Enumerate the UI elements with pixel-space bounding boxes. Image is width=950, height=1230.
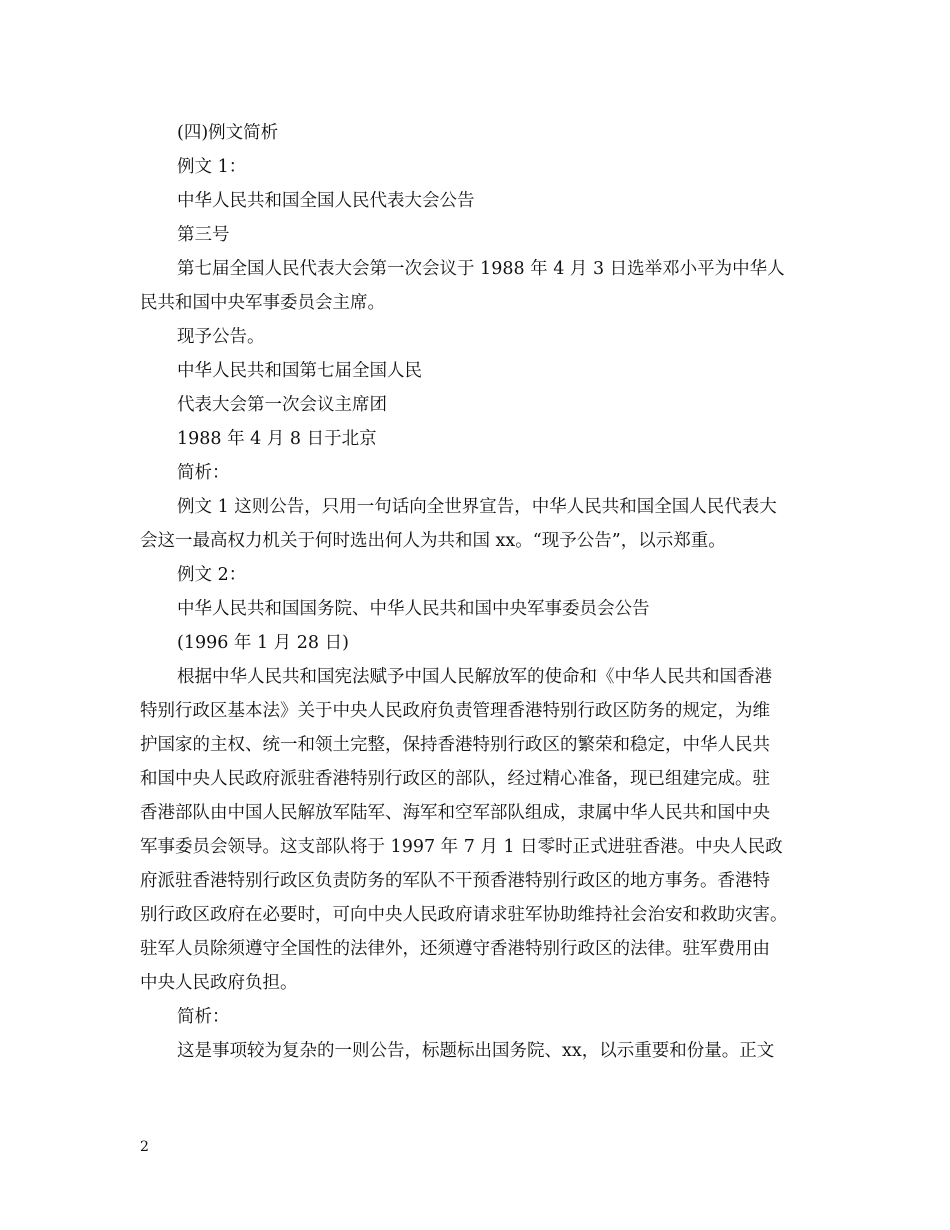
text-line: 特别行政区基本法》关于中央人民政府负责管理香港特别行政区防务的规定，为维 <box>140 701 770 721</box>
text-line: 简析： <box>177 463 230 483</box>
text-line: 简析： <box>177 1007 230 1027</box>
document-body <box>140 116 815 1068</box>
text-line: 别行政区政府在必要时，可向中央人民政府请求驻军协助维持社会治安和救助灾害。 <box>140 905 788 925</box>
text-line: 代表大会第一次会议主席团 <box>177 395 387 415</box>
text-line: 第三号 <box>177 225 230 245</box>
text-line: (1996 年 1 月 28 日) <box>177 633 349 653</box>
page-number: 2 <box>140 1139 149 1155</box>
text-line: 例文 1 这则公告，只用一句话向全世界宣告，中华人民共和国全国人民代表大 <box>177 497 777 517</box>
text-line: 这是事项较为复杂的一则公告，标题标出国务院、xx，以示重要和份量。正文 <box>177 1041 775 1061</box>
text-line: 现予公告。 <box>177 327 265 347</box>
text-line: 驻军人员除须遵守全国性的法律外，还须遵守香港特别行政区的法律。驻军费用由 <box>140 939 770 959</box>
text-line: 军事委员会领导。这支部队将于 1997 年 7 月 1 日零时正式进驻香港。中央人民政 <box>140 837 783 857</box>
text-line: (四)例文简析 <box>177 123 279 143</box>
text-line: 根据中华人民共和国宪法赋予中国人民解放军的使命和《中华人民共和国香港 <box>177 667 772 687</box>
text-line: 中央人民政府负担。 <box>140 973 298 993</box>
text-line: 第七届全国人民代表大会第一次会议于 1988 年 4 月 3 日选举邓小平为中华人 <box>177 259 785 279</box>
text-line: 例文 2： <box>177 565 247 585</box>
text-line: 会这一最高权力机关于何时选出何人为共和国 xx。“现予公告”，以示郑重。 <box>140 531 726 551</box>
text-line: 府派驻香港特别行政区负责防务的军队不干预香港特别行政区的地方事务。香港特 <box>140 871 770 891</box>
text-line: 例文 1： <box>177 157 247 177</box>
text-line: 1988 年 4 月 8 日于北京 <box>177 429 377 449</box>
text-line: 民共和国中央军事委员会主席。 <box>140 293 385 313</box>
text-line: 和国中央人民政府派驻香港特别行政区的部队，经过精心准备，现已组建完成。驻 <box>140 769 770 789</box>
text-line: 中华人民共和国国务院、中华人民共和国中央军事委员会公告 <box>177 599 650 619</box>
text-line: 香港部队由中国人民解放军陆军、海军和空军部队组成，隶属中华人民共和国中央 <box>140 803 770 823</box>
text-line: 中华人民共和国第七届全国人民 <box>177 361 422 381</box>
text-line: 中华人民共和国全国人民代表大会公告 <box>177 191 475 211</box>
text-line: 护国家的主权、统一和领土完整，保持香港特别行政区的繁荣和稳定，中华人民共 <box>140 735 770 755</box>
